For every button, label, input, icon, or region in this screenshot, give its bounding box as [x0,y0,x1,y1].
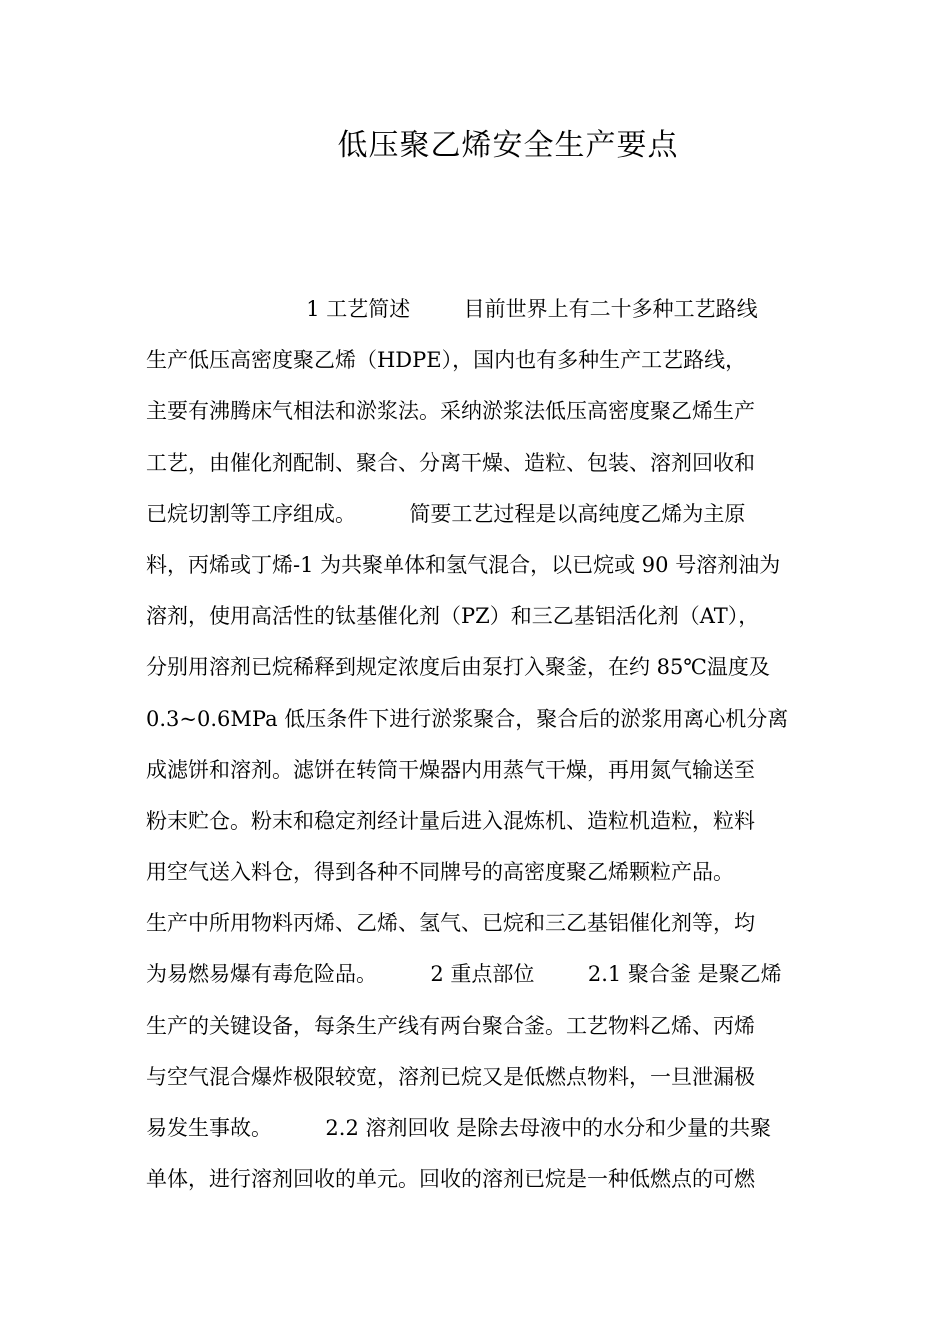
body-line: 工艺，由催化剂配制、聚合、分离干燥、造粒、包装、溶剂回收和 [146,450,755,475]
body-line: 生产中所用物料丙烯、乙烯、氢气、已烷和三乙基铝催化剂等，均 [146,911,755,936]
document-body [146,284,826,1205]
body-line: 主要有沸腾床气相法和淤浆法。采纳淤浆法低压高密度聚乙烯生产 [146,399,755,424]
body-line: 分别用溶剂已烷稀释到规定浓度后由泵打入聚釜，在约 85℃温度及 [146,655,770,680]
body-line: 1 工艺简述 目前世界上有二十多种工艺路线 [146,297,758,321]
body-line: 生产的关键设备，每条生产线有两台聚合釜。工艺物料乙烯、丙烯 [146,1013,755,1038]
body-line: 单体，进行溶剂回收的单元。回收的溶剂已烷是一种低燃点的可燃 [146,1167,755,1192]
body-line: 粉末贮仓。粉末和稳定剂经计量后进入混炼机、造粒机造粒，粒料 [146,808,755,833]
body-line: 用空气送入料仓，得到各种不同牌号的高密度聚乙烯颗粒产品。 [146,860,734,885]
body-line: 生产低压高密度聚乙烯（HDPE），国内也有多种生产工艺路线， [146,348,747,373]
body-line: 0.3~0.6MPa 低压条件下进行淤浆聚合，聚合后的淤浆用离心机分离 [146,706,789,731]
body-line: 已烷切割等工序组成。 简要工艺过程是以高纯度乙烯为主原 [146,501,746,526]
body-line: 溶剂，使用高活性的钛基催化剂（PZ）和三乙基铝活化剂（AT）， [146,604,760,629]
body-line: 料，丙烯或丁烯-1 为共聚单体和氢气混合，以已烷或 90 号溶剂油为 [146,552,781,577]
body-line: 为易燃易爆有毒危险品。 2 重点部位 2.1 聚合釜 是聚乙烯 [146,962,782,987]
document-title: 低压聚乙烯安全生产要点 [337,128,679,163]
body-line: 成滤饼和溶剂。滤饼在转筒干燥器内用蒸气干燥，再用氮气输送至 [146,757,755,782]
body-line: 易发生事故。 2.2 溶剂回收 是除去母液中的水分和少量的共聚 [146,1116,772,1140]
body-line: 与空气混合爆炸极限较宽，溶剂已烷又是低燃点物料，一旦泄漏极 [146,1064,755,1089]
